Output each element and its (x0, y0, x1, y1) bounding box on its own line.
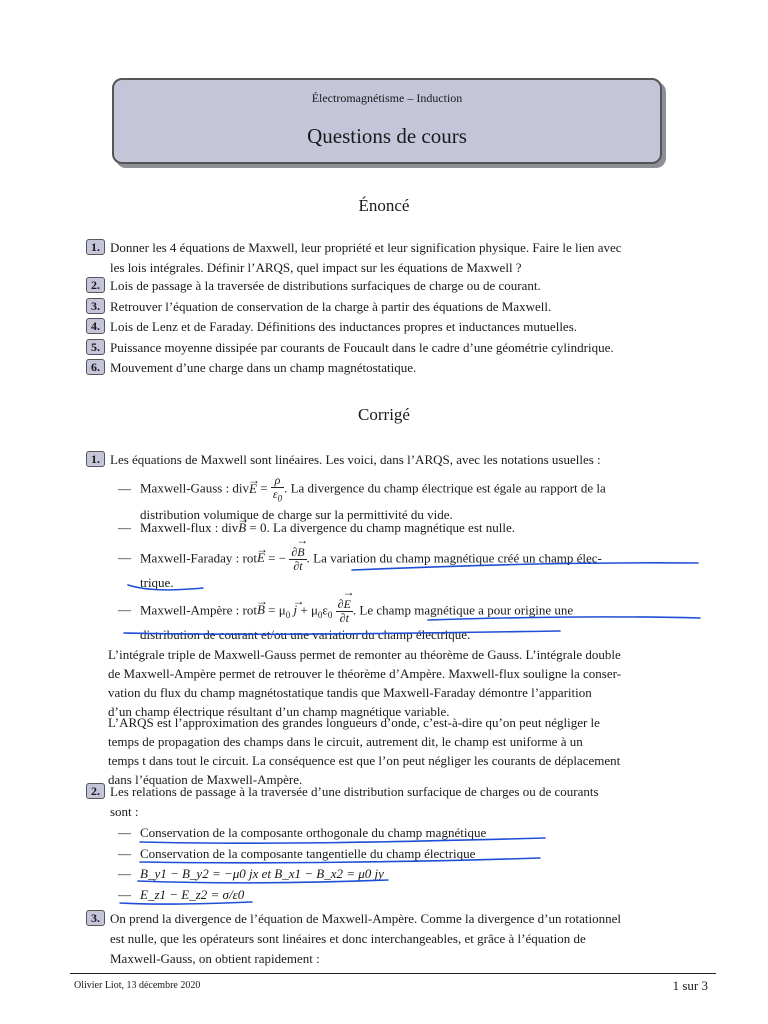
item-text: Mouvement d’une charge dans un champ magnétostatique. (110, 360, 417, 375)
corrige-item-3 (86, 909, 696, 969)
fraction: $\frac{\rho}{\varepsilon_0}$ (272, 473, 283, 504)
enonce-item-4 (86, 317, 696, 337)
item-text: sont : (110, 804, 139, 819)
document-subtitle: Électromagnétisme – Induction (311, 91, 463, 105)
paragraph-arqs: L’ARQS est l’approximation des grandes longueurs d’onde, c’est-à-dire qu’on peut négliger le temps de propagation des champs dans le circuit, autrement dit, le champ est uniforme à un temps t dans tout le circuit. La conséquence est que l’on peut négliger les courants de déplacement dans l’équation de Maxwell-Ampère. (108, 715, 621, 787)
footer-rule (70, 973, 716, 974)
item-number: 1. (86, 239, 105, 255)
enonce-item-3 (86, 297, 696, 317)
paragraph-integrals: L’intégrale triple de Maxwell-Gauss permet de remonter au théorème de Gauss. L’intégrale double de Maxwell-Ampère permet de retrouver le théorème d’Ampère. Maxwell-flux souligne la conser- vation du flux du champ magnétostatique tandis que Maxwell-Faraday démontre l’apparition d’un champ électrique résultant d’un champ magnétique variable. (108, 647, 622, 719)
maxwell-flux-line: — Maxwell-flux : div→ B = 0. La divergence du champ magnétique est nulle. (118, 518, 696, 538)
corrige-heading: Corrigé (358, 405, 410, 424)
item-text: Donner les 4 équations de Maxwell, leur propriété et leur signification physique. Faire le lien avec (110, 240, 622, 255)
item-text: Lois de Lenz et de Faraday. Définitions des inductances propres et inductances mutuelles. (110, 319, 578, 334)
relation-bullet-3: — B_y1 − B_y2 = −μ0 jx et B_x1 − B_x2 = μ0 jy (118, 866, 384, 881)
maxwell-ampere-line: — Maxwell-Ampère : $rot\to B = \mu_0 \to j + \mu_0\varepsilon_0$ $\frac{\partial\to E}{\partial t}$ . Le champ magnétique a pour origine une distribution de courant et/ou une variation du champ électrique. (118, 598, 696, 645)
item-number: 4. (86, 318, 105, 334)
item-number: 2. (86, 277, 105, 293)
item-number: 3. (86, 298, 105, 314)
enonce-item-5 (86, 338, 696, 358)
corrige-item-1 (86, 450, 696, 470)
item-text: On prend la divergence de l’équation de Maxwell-Ampère. Comme la divergence d’un rotationnel (110, 911, 622, 926)
footer-author-date: Olivier Liot, 13 décembre 2020 (74, 980, 201, 991)
item-text: Lois de passage à la traversée de distributions surfaciques de charge ou de courant. (110, 278, 541, 293)
enonce-heading: Énoncé (358, 196, 410, 215)
fraction: $\frac{\partial\to E}{\partial t}$ (336, 598, 353, 625)
corrige-item-2 (86, 782, 696, 822)
item-text: Puissance moyenne dissipée par courants de Foucault dans le cadre d’une géométrie cylindrique. (110, 340, 614, 355)
relation-bullet-4: — E_z1 − E_z2 = σ/ε0 (118, 887, 245, 902)
relation-bullet-2: — Conservation de la composante tangentielle du champ électrique (118, 846, 476, 861)
item-number: 6. (86, 359, 105, 375)
enonce-item-2 (86, 276, 696, 296)
item-text: Les relations de passage à la traversée d’une distribution surfacique de charges ou de courants (110, 784, 599, 799)
maxwell-faraday-line: — Maxwell-Faraday : rot→ E = − $\frac{\partial\to B}{\partial t}$ . La variation du champ magnétique créé un champ élec- trique. (118, 546, 696, 593)
enonce-item-6 (86, 358, 696, 378)
relation-bullet-1: — Conservation de la composante orthogonale du champ magnétique (118, 825, 487, 840)
title-box (112, 78, 662, 164)
item-text: Retrouver l’équation de conservation de la charge à partir des équations de Maxwell. (110, 299, 552, 314)
item-number: 1. (86, 451, 105, 467)
document-title: Questions de cours (307, 124, 467, 148)
item-number: 5. (86, 339, 105, 355)
maxwell-gauss-line: — Maxwell-Gauss : div→ E = $\frac{\rho}{\varepsilon_0}$ . La divergence du champ électrique est égale au rapport de la distribution volumique de charge sur la permittivité du vide. (118, 474, 696, 525)
item-text: Maxwell-Gauss, on obtient rapidement : (110, 951, 320, 966)
item-text: est nulle, que les opérateurs sont linéaires et donc interchangeables, et grâce à l’équation de (110, 931, 586, 946)
page-number: 1 sur 3 (672, 978, 708, 993)
item-number: 2. (86, 783, 105, 799)
item-text: Les équations de Maxwell sont linéaires. Les voici, dans l’ARQS, avec les notations usuelles : (110, 452, 601, 467)
fraction: $\frac{\partial\to B}{\partial t}$ (289, 546, 306, 573)
enonce-item-1 (86, 238, 696, 278)
item-number: 3. (86, 910, 105, 926)
item-text: les lois intégrales. Définir l’ARQS, quel impact sur les équations de Maxwell ? (110, 260, 522, 275)
